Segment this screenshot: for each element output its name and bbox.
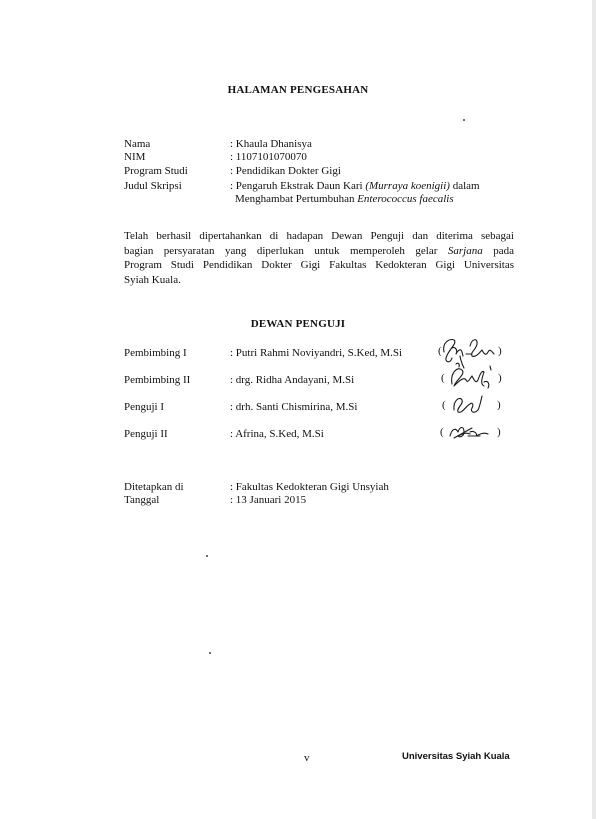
page-edge xyxy=(592,0,596,819)
signature-close-paren: ) xyxy=(498,372,502,384)
paragraph-line: Telah berhasil dipertahankan di hadapan Dewan Penguji dan diterima sebagai xyxy=(124,230,514,242)
board-member-name: : drh. Santi Chismirina, M.Si xyxy=(230,401,358,413)
board-role: Penguji I xyxy=(124,401,165,413)
paragraph-text: pada xyxy=(482,244,514,257)
board-role: Pembimbing I xyxy=(124,347,187,359)
stamp-label: Ditetapkan di xyxy=(124,481,184,493)
stamp-label: Tanggal xyxy=(124,494,160,506)
board-member-name: : Afrina, S.Ked, M.Si xyxy=(230,428,324,440)
paragraph-line xyxy=(124,244,514,259)
board-role: Pembimbing II xyxy=(124,374,191,386)
board-title: DEWAN PENGUJI xyxy=(250,318,346,330)
paragraph-line: Program Studi Pendidikan Dokter Gigi Fakultas Kedokteran Gigi Universitas xyxy=(124,259,514,271)
signature-4 xyxy=(446,422,494,444)
identity-label: Nama xyxy=(124,138,151,150)
signature-close-paren: ) xyxy=(497,426,501,438)
identity-value: : Pendidikan Dokter Gigi xyxy=(230,165,341,177)
thesis-species: (Murraya koenigii) xyxy=(365,180,450,192)
signature-open-paren: ( xyxy=(442,399,446,411)
thesis-text: : Pengaruh Ekstrak Daun Kari xyxy=(230,180,366,192)
paragraph-text: bagian persyaratan yang diperlukan untuk memperoleh gelar xyxy=(124,244,448,257)
board-member-name: : drg. Ridha Andayani, M.Si xyxy=(230,374,355,386)
board-role: Penguji II xyxy=(124,428,168,440)
signature-3 xyxy=(448,392,488,418)
board-member-name: : Putri Rahmi Noviyandri, S.Ked, M.Si xyxy=(230,347,403,359)
signature-open-paren: ( xyxy=(441,372,445,384)
paragraph-line: Syiah Kuala. xyxy=(124,273,181,286)
scan-speck xyxy=(206,555,208,557)
signature-2 xyxy=(446,362,498,394)
signature-open-paren: ( xyxy=(438,345,442,357)
signature-open-paren: ( xyxy=(440,426,444,438)
scan-speck xyxy=(463,119,465,121)
stamp-value: : Fakultas Kedokteran Gigi Unsyiah xyxy=(230,481,389,493)
signature-close-paren: ) xyxy=(498,345,502,357)
approval-paragraph xyxy=(124,229,514,287)
stamp-value: : 13 Januari 2015 xyxy=(230,494,307,506)
identity-label: NIM xyxy=(124,151,146,163)
identity-label: Judul Skripsi xyxy=(124,180,182,192)
identity-label: Program Studi xyxy=(124,165,188,177)
page-number: v xyxy=(304,752,310,764)
degree-title: Sarjana xyxy=(447,244,483,257)
scan-speck xyxy=(209,652,211,654)
signature-close-paren: ) xyxy=(497,399,501,411)
identity-value: : 1107101070070 xyxy=(230,151,307,163)
identity-value: : Khaula Dhanisya xyxy=(230,138,312,150)
page-title: HALAMAN PENGESAHAN xyxy=(227,84,369,96)
thesis-text: dalam xyxy=(449,180,480,192)
thesis-title-line1 xyxy=(230,180,480,193)
thesis-bacteria: Enterococcus faecalis xyxy=(357,193,454,205)
thesis-text: Menghambat Pertumbuhan xyxy=(235,193,358,205)
thesis-title-line2 xyxy=(235,193,454,206)
footer-institution: Universitas Syiah Kuala xyxy=(402,751,510,762)
